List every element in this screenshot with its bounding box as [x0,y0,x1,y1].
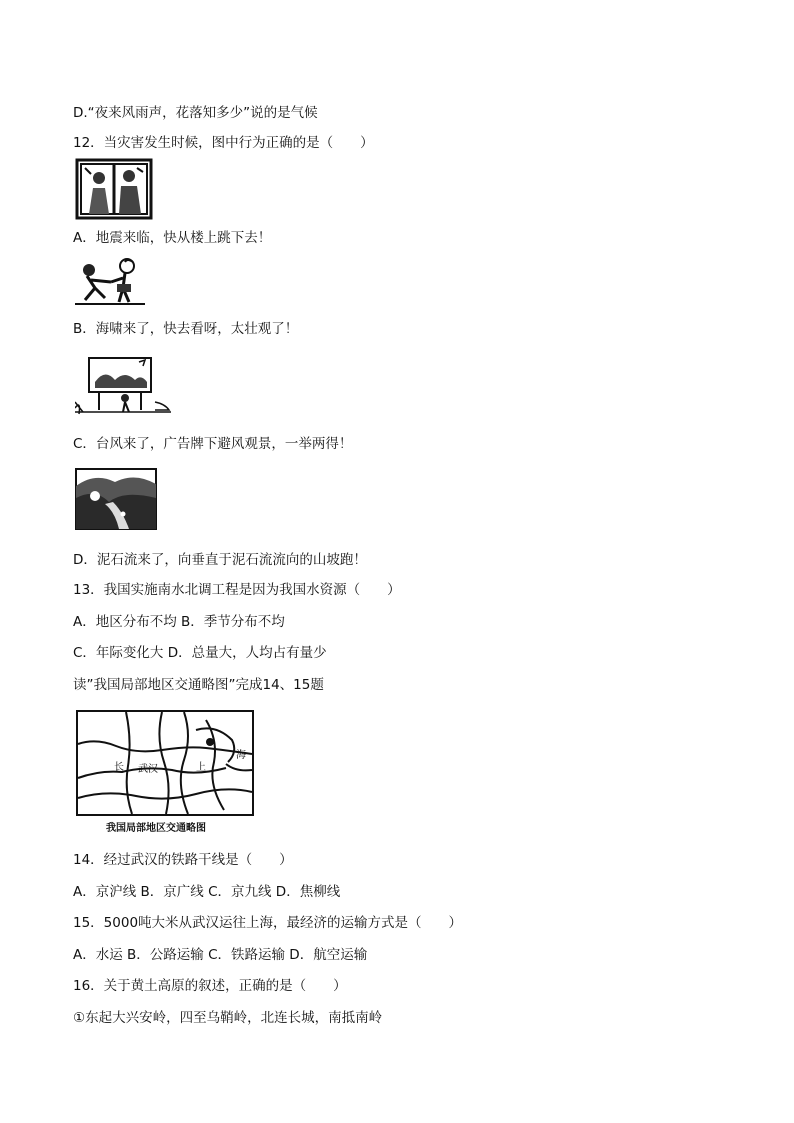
map-label-chang: 长 [114,762,124,773]
q12-option-a: A．地震来临，快从楼上跳下去！ [73,230,272,246]
q16-question: 16．关于黄土高原的叙述，正确的是（ ） [73,978,347,994]
q13-options-cd: C．年际变化大 D．总量大，人均占有量少 [73,645,327,661]
q12-option-c: C．台风来了，广告牌下避风观景，一举两得！ [73,436,353,452]
earthquake-window-image [75,158,153,220]
q16-statement-1: ①东起大兴安岭，四至乌鞘岭，北连长城，南抵南岭 [73,1010,383,1026]
q15-question: 15．5000吨大米从武汉运往上海，最经济的运输方式是（ ） [73,915,463,931]
map-instruction: 读”我国局部地区交通略图”完成14、15题 [73,677,324,693]
map-caption: 我国局部地区交通略图 [106,823,206,834]
typhoon-billboard-image [75,352,171,416]
map-label-shang: 上 [196,762,206,773]
q12-option-b: B．海啸来了，快去看呀，太壮观了！ [73,321,299,337]
q12-option-d: D．泥石流来了，向垂直于泥石流流向的山坡跑！ [73,552,367,568]
q13-options-ab: A．地区分布不均 B．季节分布不均 [73,614,285,630]
q12-question: 12．当灾害发生时候，图中行为正确的是（ ） [73,135,374,151]
mudslide-valley-image [75,468,157,530]
q14-options: A．京沪线 B．京广线 C．京九线 D．焦柳线 [73,884,341,900]
q13-question: 13．我国实施南水北调工程是因为我国水资源（ ） [73,582,401,598]
map-label-wuhan: 武汉 [138,764,158,775]
q15-options: A．水运 B．公路运输 C．铁路运输 D．航空运输 [73,947,368,963]
q11-option-d: D.“夜来风雨声，花落知多少”说的是气候 [73,105,318,121]
transport-map-figure [76,710,254,836]
tsunami-people-image [75,254,145,308]
q14-question: 14．经过武汉的铁路干线是（ ） [73,852,293,868]
map-label-hai: 海 [236,750,246,761]
